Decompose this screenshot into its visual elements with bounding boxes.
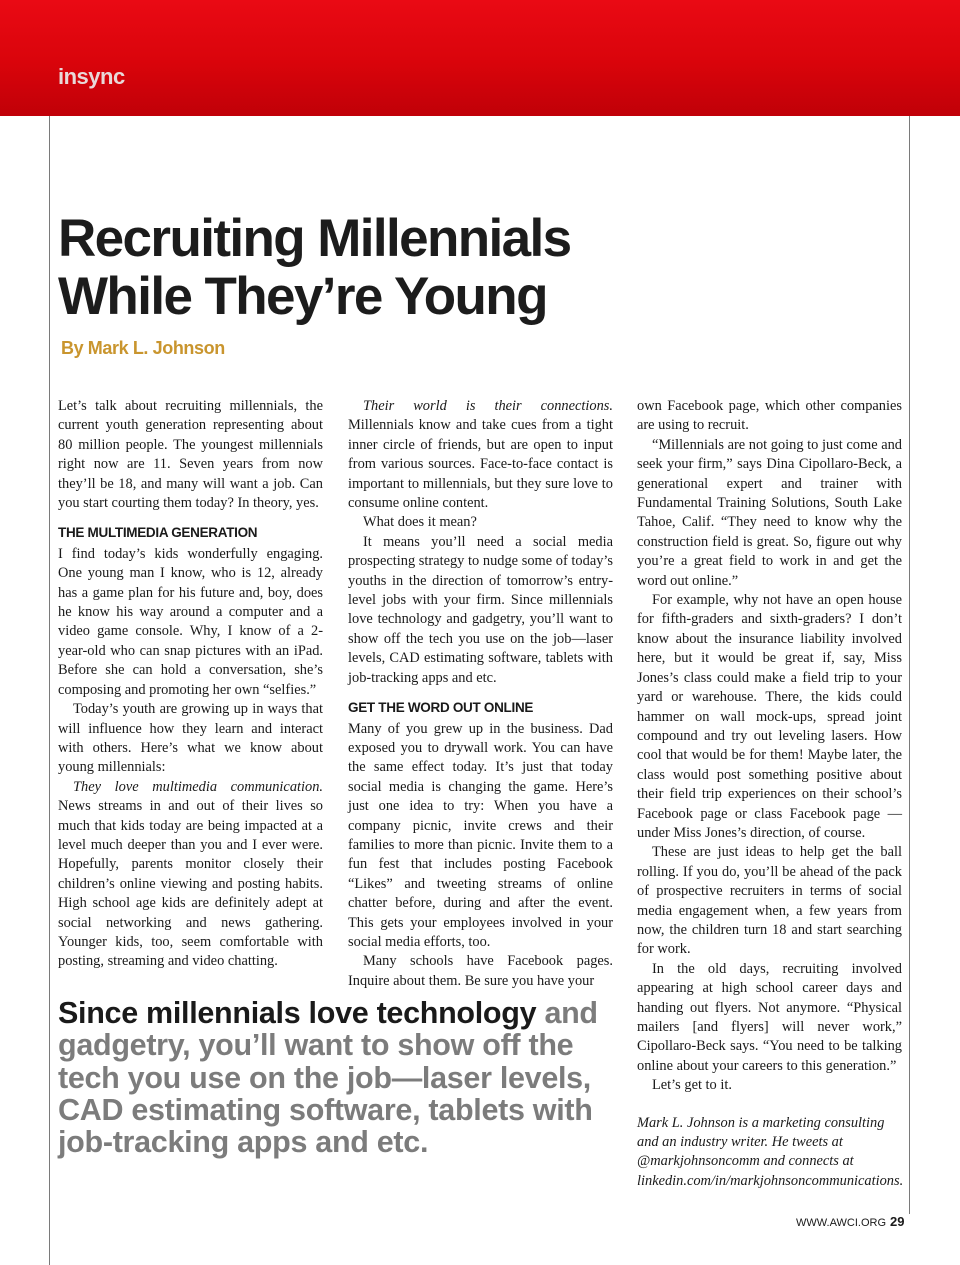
section-heading: GET THE WORD OUT ONLINE (348, 700, 534, 716)
column-1 (58, 397, 323, 972)
paragraph (58, 778, 323, 972)
column-3 (637, 397, 902, 1191)
paragraph: It means you’ll need a social media prospecting strategy to nudge some of today’s youths in the direction of tomorrow’s entry-level jobs with your firm. Since millennials love technology and gadgetry, you’ll want to show off the tech you use on the job—laser levels, CAD estimating software, tablets with job-tracking apps and etc. (348, 533, 613, 686)
footer-site: WWW.AWCI.ORG (796, 1217, 887, 1229)
right-rule (909, 116, 910, 1214)
paragraph: I find today’s kids wonderfully engaging. One young man I know, who is 12, already has a game plan for his future and, boy, does he know his way around a computer and a video game console. Why, I know of a 2-year-old who can snap pictures with an iPad. Before she can hold a conversation, she’s composing and promoting her own “selfies.” (58, 545, 323, 698)
paragraph: What does it mean? (363, 514, 477, 531)
author-bio: Mark L. Johnson is a marketing consulting and an industry writer. He tweets at @markjohnsoncomm and connects at linkedin.com/in/markjohnsoncommunications. (637, 1114, 904, 1189)
paragraph: Many schools have Facebook pages. Inquire about them. Be sure you have your (348, 953, 613, 989)
section-label: insync (58, 64, 125, 89)
paragraph (348, 397, 613, 513)
paragraph-body: Millennials know and take cues from a tight inner circle of friends, but are open to input from various sources. Face-to-face contact is important to millennials, but they sure love to consume online content. (348, 417, 613, 512)
paragraph: “Millennials are not going to just come and seek your firm,” says Dina Cipollaro-Beck, a generational expert and trainer with Fundamental Training Solutions, South Lake Tahoe, Calif. “They need to know why the construction field is great. So, figure out why you’re a great field to work in and get the word out online.” (637, 436, 902, 589)
paragraph: For example, why not have an open house for fifth-graders and sixth-graders? I don’t know about the insurance liability involved here, but it would be great if, say, Miss Jones’s class could make a field trip to your yard or warehouse. There, the kids could hammer on wall mock-ups, spread joint compound and try out leveling lasers. How cool that would be for them! Maybe later, the class would post something positive about their field trip experiences on their school’s Facebook page or class Facebook page — under Miss Jones’s direction, of course. (637, 592, 902, 841)
paragraph: own Facebook page, which other companies are using to recruit. (637, 398, 902, 434)
left-rule (49, 116, 50, 1265)
page-footer (796, 1214, 905, 1229)
pull-quote-lead: Since millennials love technology (58, 996, 537, 1030)
paragraph: In the old days, recruiting involved appearing at high school career days and handing out flyers. Not anymore. “Physical mailers [and flyers] will never work,” Cipollaro-Beck says. “You need to be talking online about your careers to this generation.” (637, 960, 902, 1074)
paragraph-lead: Their world is their connections. (363, 398, 613, 414)
header-banner (0, 0, 960, 116)
paragraph: Many of you grew up in the business. Dad exposed you to drywall work. You can have the same effect today. It’s just that today social media is changing the game. Here’s just one idea to try: When you have a company picnic, invite crews and their families to more than picnic. Invite them to a fun fest that includes posting Facebook “Likes” and tweeting streams of online chatter before, during and after the event. This gets your employees involved in your social media efforts, too. (348, 720, 613, 950)
paragraph: Today’s youth are growing up in ways that will influence how they learn and interact with others. Here’s what we know about young millennials: (58, 701, 323, 776)
pull-quote (58, 997, 598, 1158)
section-heading: THE MULTIMEDIA GENERATION (58, 525, 258, 541)
paragraph: Let’s talk about recruiting millennials, the current youth generation representing about 80 million people. The youngest millennials right now are 11. Seven years from now they’ll be 18, and many will want a job. Can you start courting them today? In theory, yes. (58, 398, 323, 512)
column-2 (348, 397, 613, 991)
paragraph: Let’s get to it. (652, 1077, 732, 1094)
paragraph: These are just ideas to help get the ball rolling. If you do, you’ll be ahead of the pack of prospective recruiters in terms of social media engagement when, a few years from now, the children turn 18 and start searching for work. (637, 844, 902, 958)
paragraph-lead: They love multimedia communication. (73, 778, 323, 795)
byline: By Mark L. Johnson (61, 338, 225, 358)
article-title: Recruiting Millennials While They’re Young (58, 209, 571, 326)
paragraph-body: News streams in and out of their lives so much that kids today are being impacted at a level much deeper than you and I ever were. Hopefully, parents monitor closely their children’s online viewing and posting habits. High school age kids are definitely adept at social networking and news gathering. Younger kids, too, seem comfortable with posting, streaming and video chatting. (58, 798, 323, 970)
pull-quote-rest: and gadgetry, you’ll want to show off the tech you use on the job—laser levels, CAD estimating software, tablets with job-tracking apps and etc. (58, 996, 598, 1160)
page-number: 29 (890, 1214, 905, 1229)
